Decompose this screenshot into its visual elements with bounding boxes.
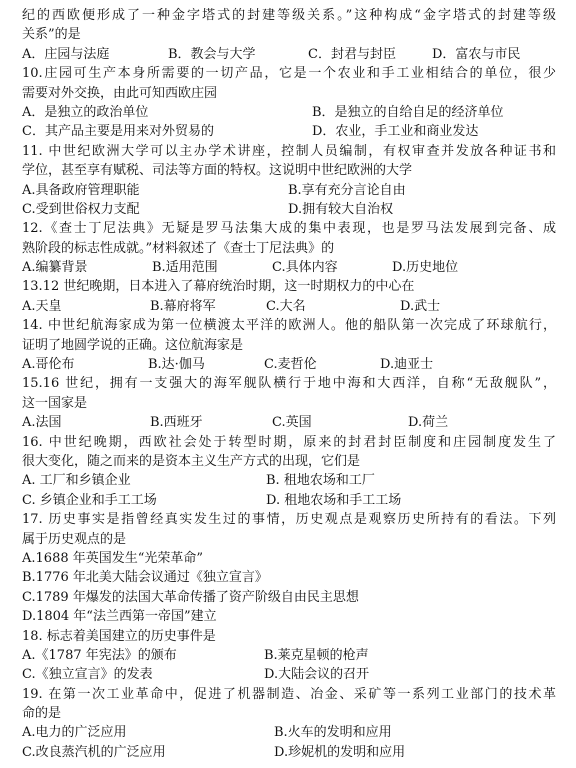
option-row bbox=[22, 355, 556, 374]
option-a: A．是独立的政治单位 bbox=[22, 104, 149, 120]
option-b: B.西班牙 bbox=[150, 415, 203, 431]
option-c: C.大名 bbox=[266, 298, 306, 314]
option-d: D. 租地农场和手工工场 bbox=[266, 492, 402, 508]
option-a: A.天皇 bbox=[22, 298, 62, 314]
option-row bbox=[22, 471, 556, 490]
option-row bbox=[22, 45, 556, 64]
question-text: 17. 历史事实是指曾经真实发生过的事情，历史观点是观察历史所持有的看法。下列 bbox=[22, 512, 556, 528]
question-text: 关系”的是 bbox=[22, 27, 81, 43]
option-row bbox=[22, 103, 556, 122]
option-a: A.《1787 年宪法》的颁布 bbox=[22, 647, 177, 663]
option-row bbox=[22, 122, 556, 141]
question-text: 属于历史观点的是 bbox=[22, 531, 127, 547]
question-text: 很大变化，随之而来的是资本主义生产方式的出现，它们是 bbox=[22, 453, 361, 469]
option-d: D.武士 bbox=[400, 298, 441, 314]
option-c: C.改良蒸汽机的广泛应用 bbox=[22, 744, 166, 760]
question-text: 15.16 世纪，拥有一支强大的海军舰队横行于地中海和大西洋，自称“无敌舰队”， bbox=[22, 376, 556, 392]
option-c: C．其产品主要是用来对外贸易的 bbox=[22, 124, 214, 140]
option-d: D.迪亚士 bbox=[380, 357, 434, 373]
question-text: 18. 标志着美国建立的历史事件是 bbox=[22, 628, 216, 644]
option-b: B．教会与大学 bbox=[168, 46, 256, 62]
option-c: C.麦哲伦 bbox=[264, 357, 317, 373]
option-a: A.具备政府管理职能 bbox=[22, 182, 140, 198]
option-row bbox=[22, 413, 556, 432]
option-row bbox=[22, 743, 556, 762]
option-b: B.享有充分言论自由 bbox=[288, 182, 406, 198]
option-a: A.法国 bbox=[22, 415, 62, 431]
option-a: A．庄园与法庭 bbox=[22, 46, 110, 62]
option-c: C.英国 bbox=[272, 415, 312, 431]
option-a: A. 工厂和乡镇企业 bbox=[22, 473, 131, 489]
option-row bbox=[22, 258, 556, 277]
exam-page bbox=[22, 6, 556, 762]
option-c: C. 乡镇企业和手工工场 bbox=[22, 492, 157, 508]
option-d: D.1804 年“法兰西第一帝国”建立 bbox=[22, 609, 217, 625]
option-b: B. 租地农场和工厂 bbox=[266, 473, 375, 489]
question-text: 需要对外交换，由此可知西欧庄园 bbox=[22, 85, 218, 101]
question-text: 命的是 bbox=[22, 706, 62, 722]
question-text: 16. 中世纪晚期，西欧社会处于转型时期，原来的封君封臣制度和庄园制度发生了 bbox=[22, 434, 556, 450]
option-d: D.拥有较大自治权 bbox=[288, 201, 394, 217]
question-text: 这一国家是 bbox=[22, 395, 88, 411]
option-d: D.大陆会议的召开 bbox=[264, 667, 370, 683]
option-b: B.适用范围 bbox=[152, 260, 218, 276]
question-text: 19. 在第一次工业革命中，促进了机器制造、冶金、采矿等一系列工业部门的技术革 bbox=[22, 686, 556, 702]
option-row bbox=[22, 181, 556, 200]
option-a: A.1688 年英国发生“光荣革命” bbox=[22, 550, 204, 566]
option-row bbox=[22, 297, 556, 316]
option-c: C.具体内容 bbox=[272, 260, 338, 276]
question-text: 学位，甚至享有赋税、司法等方面的特权。这说明中世纪欧洲的大学 bbox=[22, 163, 413, 179]
option-d: D.历史地位 bbox=[392, 260, 459, 276]
option-c: C.1789 年爆发的法国大革命传播了资产阶级自由民主思想 bbox=[22, 589, 359, 605]
option-b: B.达·伽马 bbox=[148, 357, 205, 373]
question-text: 13.12 世纪晚期，日本进入了幕府统治时期，这一时期权力的中心在 bbox=[22, 279, 415, 295]
question-text: 熟阶段的标志性成就。”材料叙述了《查士丁尼法典》的 bbox=[22, 240, 335, 256]
option-d: D．农业，手工业和商业发达 bbox=[312, 124, 479, 140]
option-c: C.受到世俗权力支配 bbox=[22, 201, 140, 217]
option-row bbox=[22, 200, 556, 219]
option-a: A.编纂背景 bbox=[22, 260, 88, 276]
option-row bbox=[22, 646, 556, 665]
option-d: D.荷兰 bbox=[408, 415, 449, 431]
option-a: A.电力的广泛应用 bbox=[22, 725, 127, 741]
option-d: D．富农与市民 bbox=[432, 46, 521, 62]
option-row bbox=[22, 665, 556, 684]
question-text: 11. 中世纪欧洲大学可以主办学术讲座，控制人员编制，有权审查并发放各种证书和 bbox=[22, 143, 556, 159]
option-b: B.幕府将军 bbox=[150, 298, 216, 314]
question-text: 14. 中世纪航海家成为第一位横渡太平洋的欧洲人。他的船队第一次完成了环球航行， bbox=[22, 318, 556, 334]
question-text: 10.庄园可生产本身所需要的一切产品，它是一个农业和手工业相结合的单位，很少 bbox=[22, 66, 556, 82]
option-d: D.珍妮机的发明和应用 bbox=[274, 744, 406, 760]
question-text: 12.《查士丁尼法典》无疑是罗马法集大成的集中表现，也是罗马法发展到完备、成 bbox=[22, 221, 556, 237]
question-text: 证明了地圆学说的正确。这位航海家是 bbox=[22, 337, 244, 353]
option-b: B.1776 年北美大陆会议通过《独立宣言》 bbox=[22, 570, 268, 586]
question-text: 纪的西欧便形成了一种金字塔式的封建等级关系。”这种构成“金字塔式的封建等级 bbox=[22, 8, 556, 23]
option-a: A.哥伦布 bbox=[22, 357, 75, 373]
option-c: C．封君与封臣 bbox=[308, 46, 396, 62]
option-b: B．是独立的自给自足的经济单位 bbox=[312, 104, 504, 120]
option-b: B.莱克星顿的枪声 bbox=[264, 647, 369, 663]
option-b: B.火车的发明和应用 bbox=[274, 725, 392, 741]
option-c: C.《独立宣言》的发表 bbox=[22, 667, 153, 683]
option-row bbox=[22, 723, 556, 742]
option-row bbox=[22, 491, 556, 510]
